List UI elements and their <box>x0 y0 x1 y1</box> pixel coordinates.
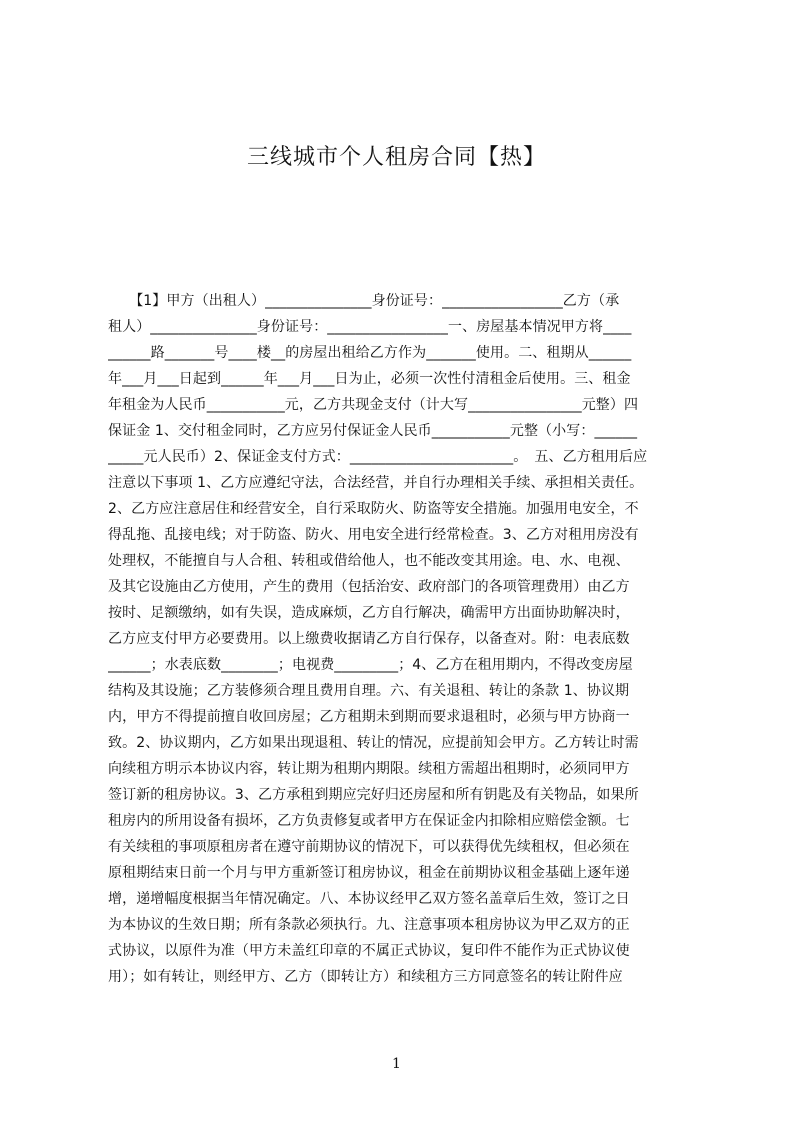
body-line: 及其它设施由乙方使用，产生的费用（包括治安、政府部门的各项管理费用）由乙方 <box>108 579 630 595</box>
body-line: 注意以下事项 1、乙方应遵纪守法，合法经营，并自行办理相关手续、承担相关责任。 <box>108 475 644 491</box>
body-line: 处理权，不能擅自与人合租、转租或借给他人，也不能改变其用途。电、水、电视、 <box>108 553 630 569</box>
body-line: ______路_______号____楼__的房屋出租给乙方作为_______使用。二、租期从______ <box>108 345 632 361</box>
body-line: 签订新的租房协议。3、乙方承租到期应完好归还房屋和所有钥匙及有关物品，如果所 <box>108 787 639 803</box>
body-line: 租人）_______________身份证号：_________________一、房屋基本情况甲方将____ <box>108 319 632 335</box>
page-number: 1 <box>392 1056 401 1072</box>
body-line: 得乱拖、乱接电线；对于防盗、防火、用电安全进行经常检查。3、乙方对租用房没有 <box>108 527 639 543</box>
body-line: 租房内的所用设备有损坏，乙方负责修复或者甲方在保证金内扣除相应赔偿金额。七 <box>108 813 630 829</box>
body-line: 致。2、协议期内，乙方如果出现退租、转让的情况，应提前知会甲方。乙方转让时需 <box>108 735 639 751</box>
body-line: 原租期结束日前一个月与甲方重新签订租房协议，租金在前期协议租金基础上逐年递 <box>108 865 630 881</box>
document-title: 三线城市个人租房合同【热】 <box>246 145 546 170</box>
body-line: 为本协议的生效日期；所有条款必须执行。九、注意事项本租房协议为甲乙双方的正 <box>108 917 630 933</box>
body-line: 有关续租的事项原租房者在遵守前期协议的情况下，可以获得优先续租权，但必须在 <box>108 839 630 855</box>
body-line: _____元人民币）2、保证金支付方式：_______________________。 五、乙方租用后应 <box>108 449 648 465</box>
body-line: 用）；如有转让，则经甲方、乙方（即转让方）和续租方三方同意签名的转让附件应 <box>108 969 623 985</box>
body-line: 保证金 1、交付租金同时，乙方应另付保证金人民币___________元整（小写：______ <box>108 423 638 439</box>
body-line: 年___月___日起到______年___月___日为止，必须一次性付清租金后使用。三、租金 <box>108 371 631 387</box>
body-line: 乙方应支付甲方必要费用。以上缴费收据请乙方自行保存，以备查对。附：电表底数 <box>108 631 630 647</box>
body-line: ______；水表底数________；电视费_________；4、乙方在租用期内，不得改变房屋 <box>108 657 633 673</box>
body-line: 【1】甲方（出租人）_______________身份证号：_________________乙方（承 <box>108 293 620 309</box>
body-line: 式协议，以原件为准（甲方未盖红印章的不属正式协议，复印件不能作为正式协议使 <box>108 943 630 959</box>
body-line: 内，甲方不得提前擅自收回房屋；乙方租期未到期而要求退租时，必须与甲方协商一 <box>108 709 630 725</box>
body-line: 向续租方明示本协议内容，转让期为租期内期限。续租方需超出租期时，必须同甲方 <box>108 761 630 777</box>
body-line: 增，递增幅度根据当年情况确定。八、本协议经甲乙双方签名盖章后生效，签订之日 <box>108 891 630 907</box>
body-line: 按时、足额缴纳，如有失误，造成麻烦，乙方自行解决，确需甲方出面协助解决时， <box>108 605 630 621</box>
body-line: 年租金为人民币___________元，乙方共现金支付（计大写________________元整）四 <box>108 397 639 413</box>
contract-body <box>108 288 698 990</box>
body-line: 结构及其设施；乙方装修须合理且费用自理。六、有关退租、转让的条款 1、协议期 <box>108 683 630 699</box>
body-line: 2、乙方应注意居住和经营安全，自行采取防火、防盗等安全措施。加强用电安全，不 <box>108 501 639 517</box>
